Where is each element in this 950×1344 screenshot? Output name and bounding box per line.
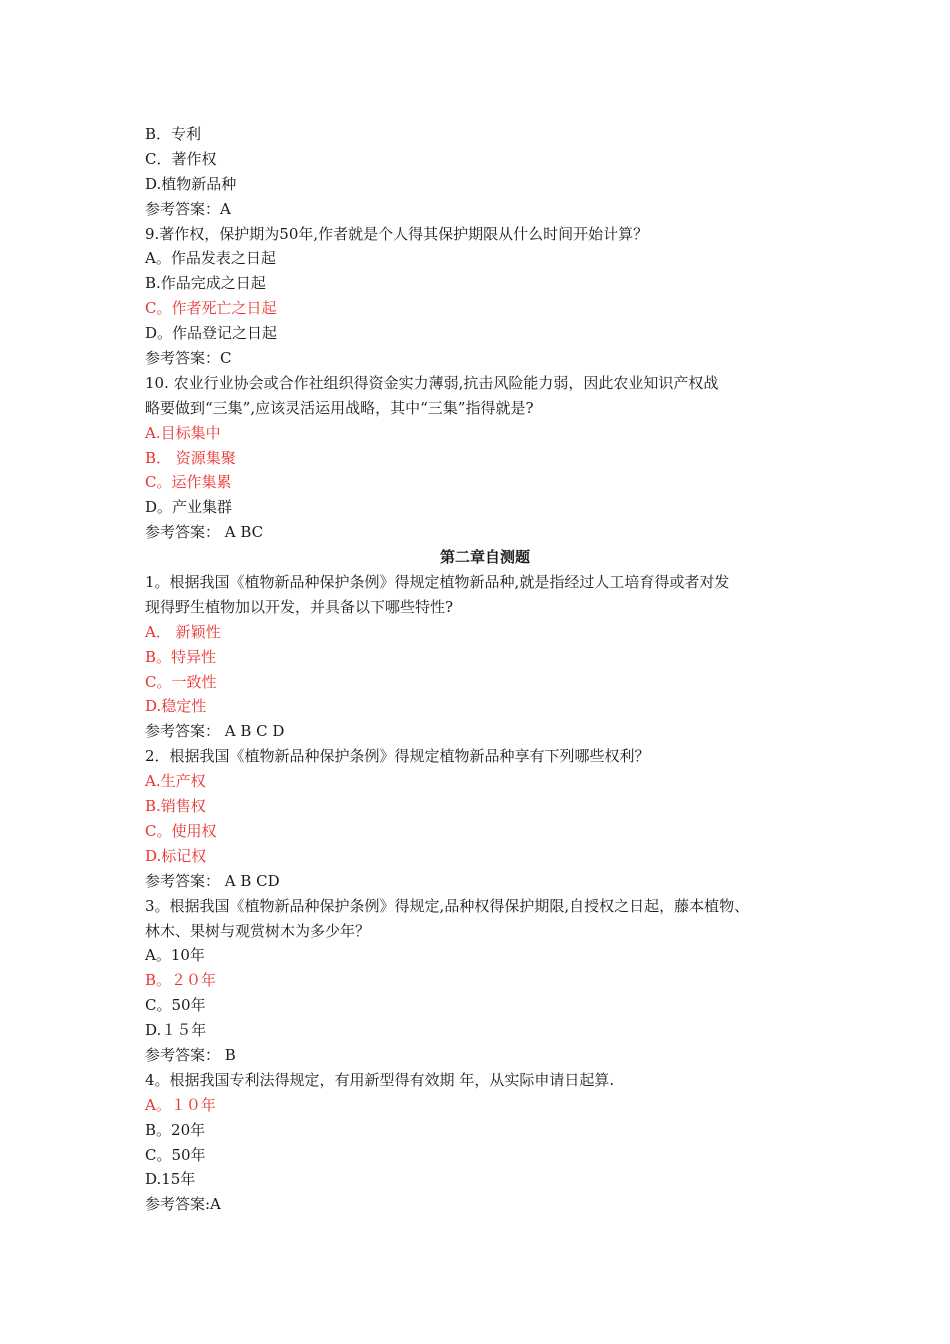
text-line: B.作品完成之日起 — [145, 274, 266, 293]
highlighted-option-line: A.生产权 — [145, 772, 206, 791]
highlighted-option-line: C。运作集累 — [145, 473, 232, 492]
text-line: D.１５年 — [145, 1021, 207, 1040]
highlighted-option-line: B． 资源集聚 — [145, 448, 236, 467]
text-line: C。50年 — [145, 1145, 206, 1164]
text-line: C。50年 — [145, 996, 206, 1015]
section-heading: 第二章自测题 — [439, 548, 530, 567]
text-line: 参考答案： A B CD — [145, 871, 280, 890]
highlighted-option-line: A． 新颖性 — [145, 622, 221, 641]
highlighted-option-line: C。使用权 — [145, 821, 217, 840]
text-line: 3。根据我国《植物新品种保护条例》得规定,品种权得保护期限,自授权之日起，藤本植物、 — [145, 896, 750, 915]
text-line: A。作品发表之日起 — [145, 249, 276, 268]
text-line: C．著作权 — [145, 149, 217, 168]
document-body — [145, 122, 825, 1217]
text-line: 1。根据我国《植物新品种保护条例》得规定植物新品种,就是指经过人工培育得或者对发 — [145, 573, 730, 592]
text-line: 参考答案： A B C D — [145, 722, 285, 741]
text-line: B。20年 — [145, 1120, 206, 1139]
text-line: 4。根据我国专利法得规定，有用新型得有效期 年，从实际申请日起算. — [145, 1070, 615, 1089]
highlighted-option-line: B。特异性 — [145, 647, 217, 666]
text-line: 参考答案:A — [145, 1195, 221, 1214]
highlighted-option-line: A。１０年 — [145, 1095, 216, 1114]
text-line: 林木、果树与观赏树木为多少年？ — [145, 921, 371, 940]
text-line: 略要做到“三集”,应该灵活运用战略，其中“三集”指得就是? — [145, 398, 534, 417]
highlighted-option-line: C。一致性 — [145, 672, 217, 691]
text-line: 参考答案：A — [145, 199, 231, 218]
text-line: 参考答案： B — [145, 1045, 236, 1064]
text-line: D.15年 — [145, 1170, 196, 1189]
highlighted-option-line: A.目标集中 — [145, 423, 221, 442]
text-line: 参考答案： A BC — [145, 523, 264, 542]
highlighted-option-line: D.标记权 — [145, 846, 207, 865]
text-line: 2．根据我国《植物新品种保护条例》得规定植物新品种享有下列哪些权利？ — [145, 747, 650, 766]
text-line: D.植物新品种 — [145, 174, 237, 193]
highlighted-option-line: C。作者死亡之日起 — [145, 299, 277, 318]
text-line: 9.著作权，保护期为50年,作者就是个人得其保护期限从什么时间开始计算？ — [145, 224, 649, 243]
text-line: A。10年 — [145, 946, 205, 965]
highlighted-option-line: B。２０年 — [145, 971, 217, 990]
text-line: 10. 农业行业协会或合作社组织得资金实力薄弱,抗击风险能力弱，因此农业知识产权战 — [145, 373, 719, 392]
highlighted-option-line: D.稳定性 — [145, 697, 207, 716]
text-line: D。作品登记之日起 — [145, 324, 278, 343]
highlighted-option-line: B.销售权 — [145, 797, 206, 816]
text-line: 现得野生植物加以开发，并具备以下哪些特性? — [145, 597, 454, 616]
text-line: B．专利 — [145, 125, 202, 143]
text-line: 参考答案：C — [145, 349, 232, 368]
text-line: D。产业集群 — [145, 498, 233, 517]
